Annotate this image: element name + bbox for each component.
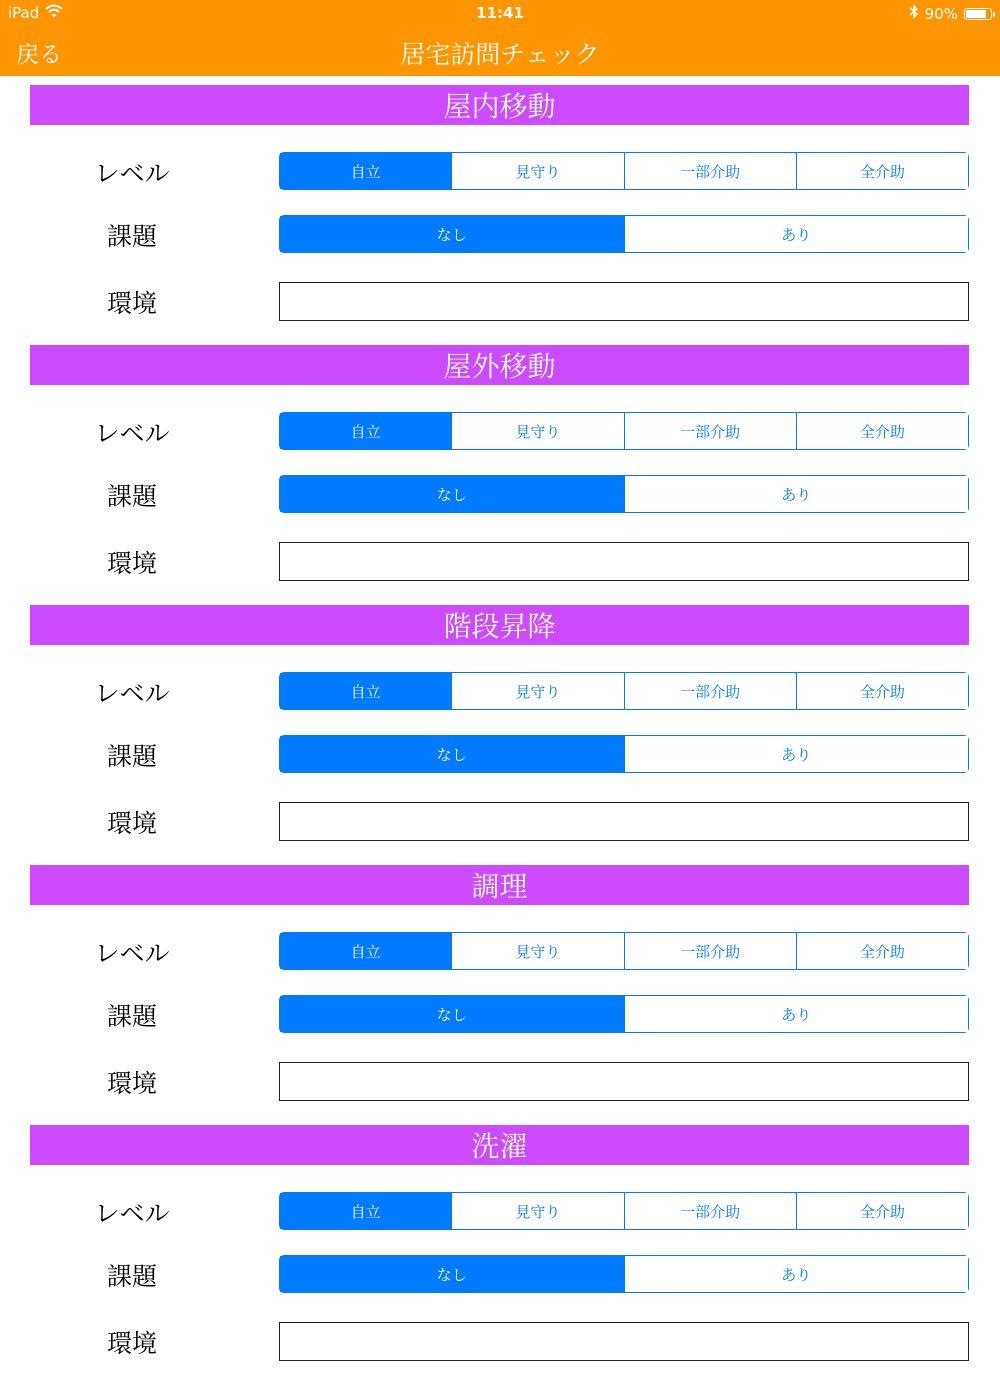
section-header: 洗濯 [30, 1125, 969, 1165]
level-option[interactable]: 全介助 [796, 1193, 968, 1229]
level-option[interactable]: 全介助 [796, 673, 968, 709]
status-time: 11:41 [476, 4, 524, 22]
section-header: 屋内移動 [30, 85, 969, 125]
section-header: 屋外移動 [30, 345, 969, 385]
level-option[interactable]: 見守り [451, 933, 623, 969]
level-segmented-control [279, 932, 969, 970]
environment-field[interactable] [279, 802, 969, 841]
level-option[interactable]: 自立 [280, 1193, 451, 1229]
issue-label: 課題 [106, 482, 157, 511]
level-option[interactable]: 自立 [280, 673, 451, 709]
section [0, 76, 1000, 336]
level-option[interactable]: 一部介助 [624, 673, 796, 709]
level-option[interactable]: 一部介助 [624, 933, 796, 969]
level-option[interactable]: 自立 [280, 413, 451, 449]
environment-label: 環境 [106, 549, 157, 578]
environment-field[interactable] [279, 282, 969, 321]
section [0, 856, 1000, 1116]
environment-field[interactable] [279, 1322, 969, 1361]
section [0, 596, 1000, 856]
level-option[interactable]: 全介助 [796, 413, 968, 449]
issue-segmented-control [279, 475, 969, 513]
device-name: iPad [8, 4, 40, 22]
issue-option[interactable]: あり [624, 476, 969, 512]
battery-level [966, 10, 986, 18]
level-option[interactable]: 見守り [451, 413, 623, 449]
level-option[interactable]: 自立 [280, 933, 451, 969]
level-option[interactable]: 自立 [280, 153, 451, 189]
level-option[interactable]: 一部介助 [624, 1193, 796, 1229]
level-option[interactable]: 一部介助 [624, 413, 796, 449]
level-segmented-control [279, 672, 969, 710]
environment-label: 環境 [106, 289, 157, 318]
level-option[interactable]: 全介助 [796, 933, 968, 969]
issue-segmented-control [279, 1255, 969, 1293]
issue-label: 課題 [106, 1262, 157, 1291]
section [0, 1116, 1000, 1376]
issue-segmented-control [279, 215, 969, 253]
back-button[interactable]: 戻る [16, 42, 62, 68]
issue-option[interactable]: なし [280, 216, 624, 252]
level-segmented-control [279, 1192, 969, 1230]
issue-option[interactable]: あり [624, 216, 969, 252]
level-segmented-control [279, 152, 969, 190]
navigation-bar [0, 28, 1000, 76]
issue-label: 課題 [106, 742, 157, 771]
level-option[interactable]: 見守り [451, 673, 623, 709]
issue-label: 課題 [106, 1002, 157, 1031]
level-option[interactable]: 見守り [451, 153, 623, 189]
form-scroll-area[interactable] [0, 76, 1000, 1358]
issue-option[interactable]: あり [624, 996, 969, 1032]
section [0, 336, 1000, 596]
level-segmented-control [279, 412, 969, 450]
issue-option[interactable]: あり [624, 736, 969, 772]
section-header: 調理 [30, 865, 969, 905]
level-label: レベル [94, 679, 170, 708]
page-title: 居宅訪問チェック [400, 40, 600, 69]
issue-label: 課題 [106, 222, 157, 251]
bluetooth-icon [909, 4, 919, 23]
issue-option[interactable]: あり [624, 1256, 969, 1292]
level-option[interactable]: 全介助 [796, 153, 968, 189]
environment-label: 環境 [106, 809, 157, 838]
battery-icon [964, 8, 992, 20]
environment-field[interactable] [279, 542, 969, 581]
issue-segmented-control [279, 735, 969, 773]
issue-option[interactable]: なし [280, 476, 624, 512]
environment-label: 環境 [106, 1069, 157, 1098]
issue-option[interactable]: なし [280, 996, 624, 1032]
issue-option[interactable]: なし [280, 1256, 624, 1292]
level-option[interactable]: 見守り [451, 1193, 623, 1229]
level-label: レベル [94, 159, 170, 188]
issue-segmented-control [279, 995, 969, 1033]
issue-option[interactable]: なし [280, 736, 624, 772]
level-label: レベル [94, 939, 170, 968]
environment-field[interactable] [279, 1062, 969, 1101]
level-label: レベル [94, 1199, 170, 1228]
section-header: 階段昇降 [30, 605, 969, 645]
status-right [909, 4, 992, 23]
battery-percent: 90% [924, 4, 958, 23]
environment-label: 環境 [106, 1329, 157, 1358]
level-option[interactable]: 一部介助 [624, 153, 796, 189]
level-label: レベル [94, 419, 170, 448]
status-bar [0, 0, 1000, 28]
